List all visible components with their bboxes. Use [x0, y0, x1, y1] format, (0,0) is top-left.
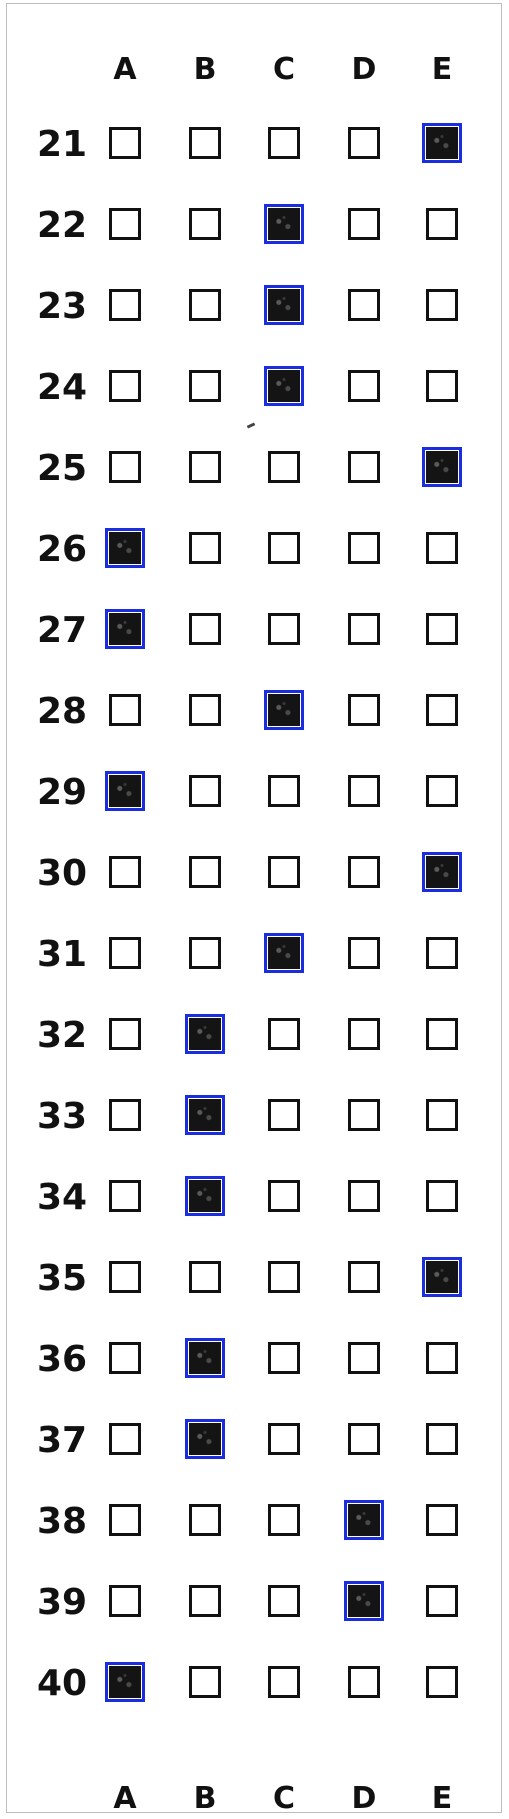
answer-bubble-40-a[interactable] [109, 1666, 141, 1698]
answer-bubble-38-c[interactable] [268, 1504, 300, 1536]
question-row-40 [7, 1659, 501, 1709]
answer-bubble-30-d[interactable] [348, 856, 380, 888]
column-label-a: A [113, 1781, 137, 1816]
answer-bubble-35-a[interactable] [109, 1261, 141, 1293]
column-header-bottom [7, 1779, 501, 1819]
answer-bubble-34-e[interactable] [426, 1180, 458, 1212]
question-row-30 [7, 849, 501, 899]
answer-bubble-33-d[interactable] [348, 1099, 380, 1131]
answer-bubble-24-a[interactable] [109, 370, 141, 402]
answer-bubble-31-a[interactable] [109, 937, 141, 969]
answer-bubble-27-a[interactable] [109, 613, 141, 645]
column-label-a: A [113, 52, 137, 87]
column-label-c: C [272, 1781, 296, 1816]
answer-bubble-31-c[interactable] [268, 937, 300, 969]
question-number: 27 [37, 610, 88, 651]
question-number: 32 [37, 1015, 88, 1056]
answer-bubble-26-e[interactable] [426, 532, 458, 564]
answer-bubble-38-e[interactable] [426, 1504, 458, 1536]
answer-bubble-37-a[interactable] [109, 1423, 141, 1455]
column-label-e: E [431, 1781, 453, 1816]
column-label-b: B [193, 52, 217, 87]
answer-bubble-25-e[interactable] [426, 451, 458, 483]
question-row-21 [7, 120, 501, 170]
answer-bubble-39-b[interactable] [189, 1585, 221, 1617]
question-number: 23 [37, 286, 88, 327]
answer-bubble-37-c[interactable] [268, 1423, 300, 1455]
answer-bubble-21-b[interactable] [189, 127, 221, 159]
answer-bubble-28-c[interactable] [268, 694, 300, 726]
answer-bubble-27-e[interactable] [426, 613, 458, 645]
question-number: 21 [37, 124, 88, 165]
answer-bubble-33-b[interactable] [189, 1099, 221, 1131]
column-label-d: D [351, 52, 377, 87]
question-row-31 [7, 930, 501, 980]
answer-bubble-40-e[interactable] [426, 1666, 458, 1698]
answer-bubble-30-c[interactable] [268, 856, 300, 888]
question-number: 36 [37, 1339, 88, 1380]
question-row-33 [7, 1092, 501, 1142]
answer-bubble-23-d[interactable] [348, 289, 380, 321]
question-number: 24 [37, 367, 88, 408]
answer-bubble-32-c[interactable] [268, 1018, 300, 1050]
question-row-23 [7, 282, 501, 332]
answer-bubble-21-c[interactable] [268, 127, 300, 159]
answer-bubble-28-a[interactable] [109, 694, 141, 726]
question-number: 30 [37, 853, 88, 894]
question-row-29 [7, 768, 501, 818]
question-number: 40 [37, 1663, 88, 1704]
answer-bubble-26-d[interactable] [348, 532, 380, 564]
answer-bubble-29-a[interactable] [109, 775, 141, 807]
answer-bubble-30-b[interactable] [189, 856, 221, 888]
answer-bubble-36-b[interactable] [189, 1342, 221, 1374]
question-row-32 [7, 1011, 501, 1061]
answer-bubble-38-b[interactable] [189, 1504, 221, 1536]
question-row-25 [7, 444, 501, 494]
answer-bubble-29-e[interactable] [426, 775, 458, 807]
answer-bubble-29-d[interactable] [348, 775, 380, 807]
answer-bubble-26-b[interactable] [189, 532, 221, 564]
answer-bubble-28-b[interactable] [189, 694, 221, 726]
answer-bubble-23-b[interactable] [189, 289, 221, 321]
answer-bubble-38-d[interactable] [348, 1504, 380, 1536]
answer-bubble-25-c[interactable] [268, 451, 300, 483]
answer-bubble-21-d[interactable] [348, 127, 380, 159]
question-number: 31 [37, 934, 88, 975]
answer-bubble-24-c[interactable] [268, 370, 300, 402]
answer-bubble-37-b[interactable] [189, 1423, 221, 1455]
answer-bubble-40-b[interactable] [189, 1666, 221, 1698]
answer-bubble-37-e[interactable] [426, 1423, 458, 1455]
question-number: 33 [37, 1096, 88, 1137]
answer-bubble-39-a[interactable] [109, 1585, 141, 1617]
answer-bubble-22-a[interactable] [109, 208, 141, 240]
question-number: 29 [37, 772, 88, 813]
question-number: 37 [37, 1420, 88, 1461]
answer-bubble-33-e[interactable] [426, 1099, 458, 1131]
answer-bubble-40-d[interactable] [348, 1666, 380, 1698]
answer-bubble-39-e[interactable] [426, 1585, 458, 1617]
question-number: 22 [37, 205, 88, 246]
answer-bubble-39-d[interactable] [348, 1585, 380, 1617]
answer-bubble-28-e[interactable] [426, 694, 458, 726]
answer-bubble-26-c[interactable] [268, 532, 300, 564]
answer-bubble-33-a[interactable] [109, 1099, 141, 1131]
question-row-28 [7, 687, 501, 737]
answer-bubble-24-b[interactable] [189, 370, 221, 402]
question-row-27 [7, 606, 501, 656]
answer-bubble-36-d[interactable] [348, 1342, 380, 1374]
answer-bubble-32-a[interactable] [109, 1018, 141, 1050]
answer-bubble-35-d[interactable] [348, 1261, 380, 1293]
question-row-39 [7, 1578, 501, 1628]
answer-bubble-22-c[interactable] [268, 208, 300, 240]
answer-bubble-25-d[interactable] [348, 451, 380, 483]
answer-bubble-36-a[interactable] [109, 1342, 141, 1374]
answer-bubble-25-b[interactable] [189, 451, 221, 483]
answer-bubble-25-a[interactable] [109, 451, 141, 483]
answer-bubble-22-d[interactable] [348, 208, 380, 240]
answer-bubble-31-b[interactable] [189, 937, 221, 969]
answer-bubble-34-a[interactable] [109, 1180, 141, 1212]
answer-bubble-33-c[interactable] [268, 1099, 300, 1131]
answer-bubble-40-c[interactable] [268, 1666, 300, 1698]
answer-bubble-38-a[interactable] [109, 1504, 141, 1536]
answer-bubble-24-d[interactable] [348, 370, 380, 402]
answer-bubble-26-a[interactable] [109, 532, 141, 564]
answer-bubble-35-c[interactable] [268, 1261, 300, 1293]
column-label-e: E [431, 52, 453, 87]
answer-bubble-23-a[interactable] [109, 289, 141, 321]
answer-bubble-27-b[interactable] [189, 613, 221, 645]
question-number: 39 [37, 1582, 88, 1623]
answer-bubble-22-e[interactable] [426, 208, 458, 240]
question-row-38 [7, 1497, 501, 1547]
column-label-d: D [351, 1781, 377, 1816]
question-number: 28 [37, 691, 88, 732]
question-row-34 [7, 1173, 501, 1223]
answer-bubble-35-e[interactable] [426, 1261, 458, 1293]
answer-bubble-29-b[interactable] [189, 775, 221, 807]
column-label-c: C [272, 52, 296, 87]
question-row-24 [7, 363, 501, 413]
question-rows [7, 4, 501, 1812]
answer-bubble-36-c[interactable] [268, 1342, 300, 1374]
answer-bubble-34-b[interactable] [189, 1180, 221, 1212]
answer-bubble-34-c[interactable] [268, 1180, 300, 1212]
answer-bubble-31-d[interactable] [348, 937, 380, 969]
answer-bubble-30-a[interactable] [109, 856, 141, 888]
question-number: 26 [37, 529, 88, 570]
answer-bubble-27-d[interactable] [348, 613, 380, 645]
answer-bubble-23-c[interactable] [268, 289, 300, 321]
question-number: 38 [37, 1501, 88, 1542]
answer-bubble-27-c[interactable] [268, 613, 300, 645]
question-row-36 [7, 1335, 501, 1385]
column-label-b: B [193, 1781, 217, 1816]
answer-bubble-23-e[interactable] [426, 289, 458, 321]
question-number: 34 [37, 1177, 88, 1218]
answer-sheet [6, 3, 502, 1816]
answer-bubble-29-c[interactable] [268, 775, 300, 807]
answer-bubble-32-b[interactable] [189, 1018, 221, 1050]
question-number: 25 [37, 448, 88, 489]
answer-bubble-37-d[interactable] [348, 1423, 380, 1455]
question-row-35 [7, 1254, 501, 1304]
answer-bubble-21-a[interactable] [109, 127, 141, 159]
answer-bubble-36-e[interactable] [426, 1342, 458, 1374]
answer-bubble-30-e[interactable] [426, 856, 458, 888]
question-row-22 [7, 201, 501, 251]
answer-bubble-22-b[interactable] [189, 208, 221, 240]
answer-bubble-24-e[interactable] [426, 370, 458, 402]
question-number: 35 [37, 1258, 88, 1299]
question-row-26 [7, 525, 501, 575]
answer-bubble-21-e[interactable] [426, 127, 458, 159]
answer-bubble-28-d[interactable] [348, 694, 380, 726]
answer-bubble-32-e[interactable] [426, 1018, 458, 1050]
question-row-37 [7, 1416, 501, 1466]
answer-bubble-35-b[interactable] [189, 1261, 221, 1293]
answer-bubble-34-d[interactable] [348, 1180, 380, 1212]
answer-bubble-32-d[interactable] [348, 1018, 380, 1050]
answer-bubble-31-e[interactable] [426, 937, 458, 969]
answer-bubble-39-c[interactable] [268, 1585, 300, 1617]
